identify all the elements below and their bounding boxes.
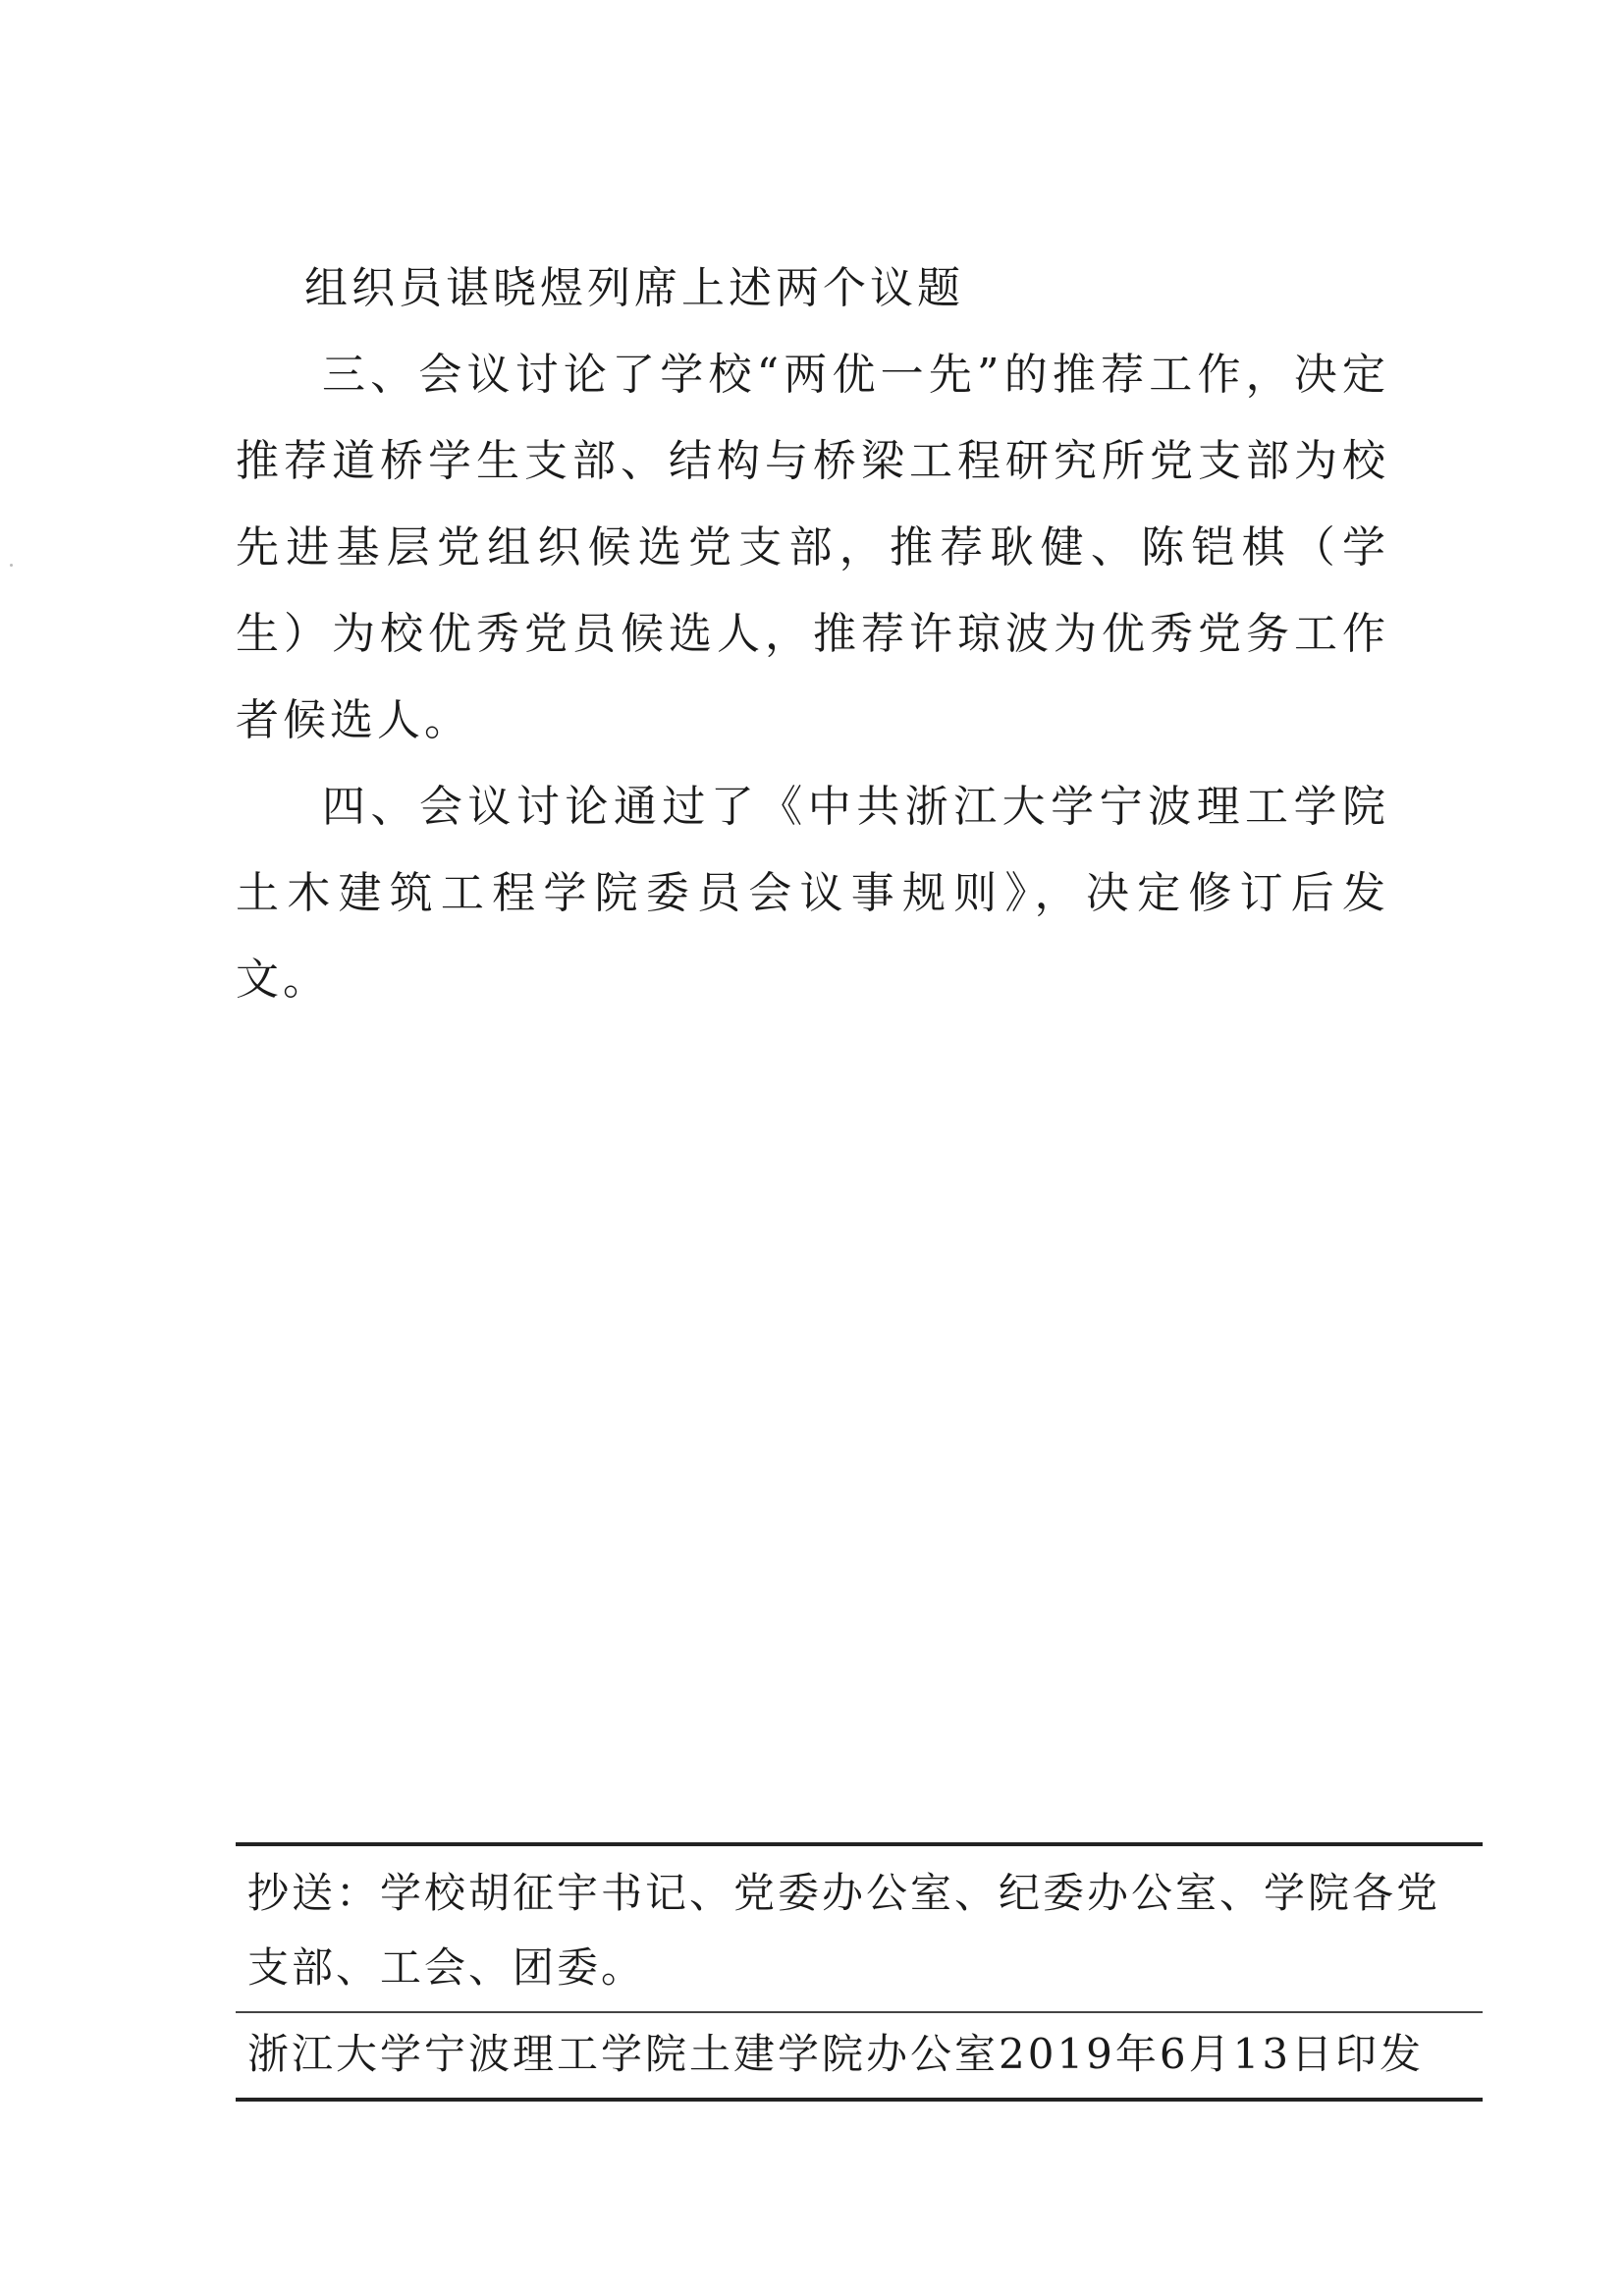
footer-bottom-rule bbox=[236, 2098, 1483, 2102]
cc-list bbox=[236, 1846, 1483, 2011]
agenda-item-4: 四、会议讨论通过了《中共浙江大学宁波理工学院土木建筑工程学院委员会议事规则》，决定修订后发文。 bbox=[236, 782, 1389, 1005]
scan-artifact bbox=[10, 564, 13, 567]
agenda-item-3: 三、会议讨论了学校“两优一先”的推荐工作，决定推荐道桥学生支部、结构与桥梁工程研究所党支部为校先进基层党组织候选党支部，推荐耿健、陈铠棋（学生）为校优秀党员候选人，推荐许琼波为优秀党务工作者候选人。 bbox=[236, 350, 1389, 745]
attendee-line: 组织员谌晓煜列席上述两个议题 bbox=[304, 263, 964, 313]
document-body bbox=[236, 246, 1389, 1023]
distribution-footer bbox=[236, 1842, 1483, 2102]
cc-line-2: 支部、工会、团委。 bbox=[247, 1943, 646, 1992]
issuer-line: 浙江大学宁波理工学院土建学院办公室2019年6月13日印发 bbox=[247, 2030, 1425, 2078]
cc-line-1: 抄送：学校胡征宇书记、党委办公室、纪委办公室、学院各党 bbox=[247, 1869, 1441, 1917]
